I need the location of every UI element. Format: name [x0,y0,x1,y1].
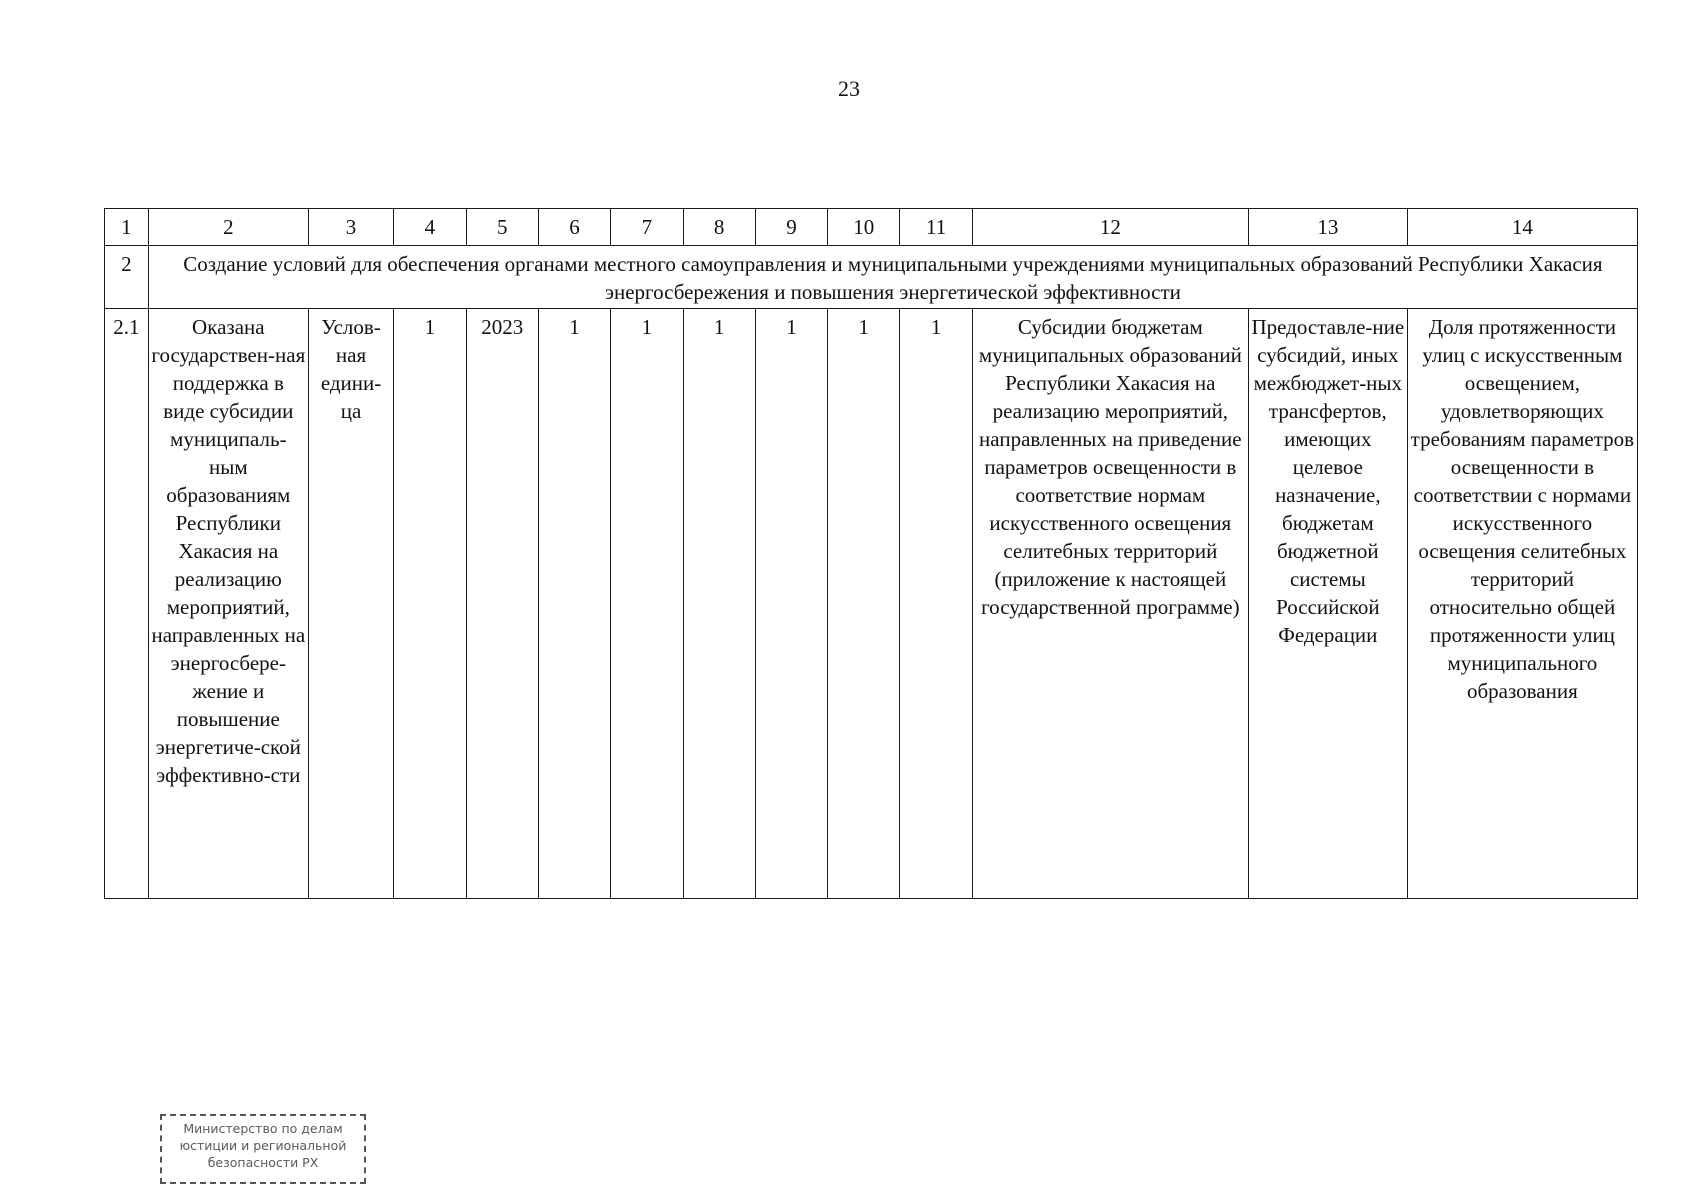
section-number: 2 [105,246,149,309]
base-value-cell: 1 [394,309,466,899]
program-table [104,208,1638,899]
stamp-line: безопасности РХ [207,1155,319,1170]
indicator-cell: Доля протяженности улиц с искусственным освещением, удовлетворяющих требованиям параметров освещенности в соответствии с нормами искусственного освещения селитебных территорий относительно общей протяженности улиц муниципального образования [1407,309,1637,899]
header-cell: 1 [105,209,149,246]
value-cell-8: 1 [683,309,755,899]
header-cell: 2 [148,209,308,246]
stamp-line: юстиции и региональной [179,1138,347,1153]
header-cell: 12 [972,209,1248,246]
unit-cell: Услов-ная едини-ца [308,309,393,899]
header-cell: 7 [611,209,683,246]
header-row [105,209,1638,246]
header-cell: 9 [755,209,827,246]
header-cell: 5 [466,209,538,246]
table-row [105,309,1638,899]
value-cell-7: 1 [611,309,683,899]
header-cell: 13 [1248,209,1407,246]
header-cell: 3 [308,209,393,246]
stamp-line: Министерство по делам [183,1121,343,1136]
event-type-cell: Предоставле-ние субсидий, иных межбюджет-ных трансфертов, имеющих целевое назначение, бюджетам бюджетной системы Российской Федерации [1248,309,1407,899]
value-cell-11: 1 [900,309,972,899]
header-cell: 10 [828,209,900,246]
section-row [105,246,1638,309]
value-cell-9: 1 [755,309,827,899]
row-number: 2.1 [105,309,149,899]
page-number: 23 [838,76,860,101]
value-cell-6: 1 [538,309,610,899]
header-cell: 14 [1407,209,1637,246]
result-cell: Оказана государствен-ная поддержка в виде субсидии муниципаль-ным образованиям Республики Хакасия на реализацию мероприятий, направленных на энергосбере-жение и повышение энергетиче-ской эффективно-сти [148,309,308,899]
base-year-cell: 2023 [466,309,538,899]
section-title: Создание условий для обеспечения органами местного самоуправления и муниципальными учреждениями муниципальных образований Республики Хакасия энергосбережения и повышения энергетической эффективности [148,246,1637,309]
registration-stamp [160,1114,366,1184]
header-cell: 6 [538,209,610,246]
value-cell-10: 1 [828,309,900,899]
header-cell: 8 [683,209,755,246]
header-cell: 4 [394,209,466,246]
event-cell: Субсидии бюджетам муниципальных образований Республики Хакасия на реализацию мероприятий, направленных на приведение параметров освещенности в соответствие нормам искусственного освещения селитебных территорий (приложение к настоящей государственной программе) [972,309,1248,899]
header-cell: 11 [900,209,972,246]
